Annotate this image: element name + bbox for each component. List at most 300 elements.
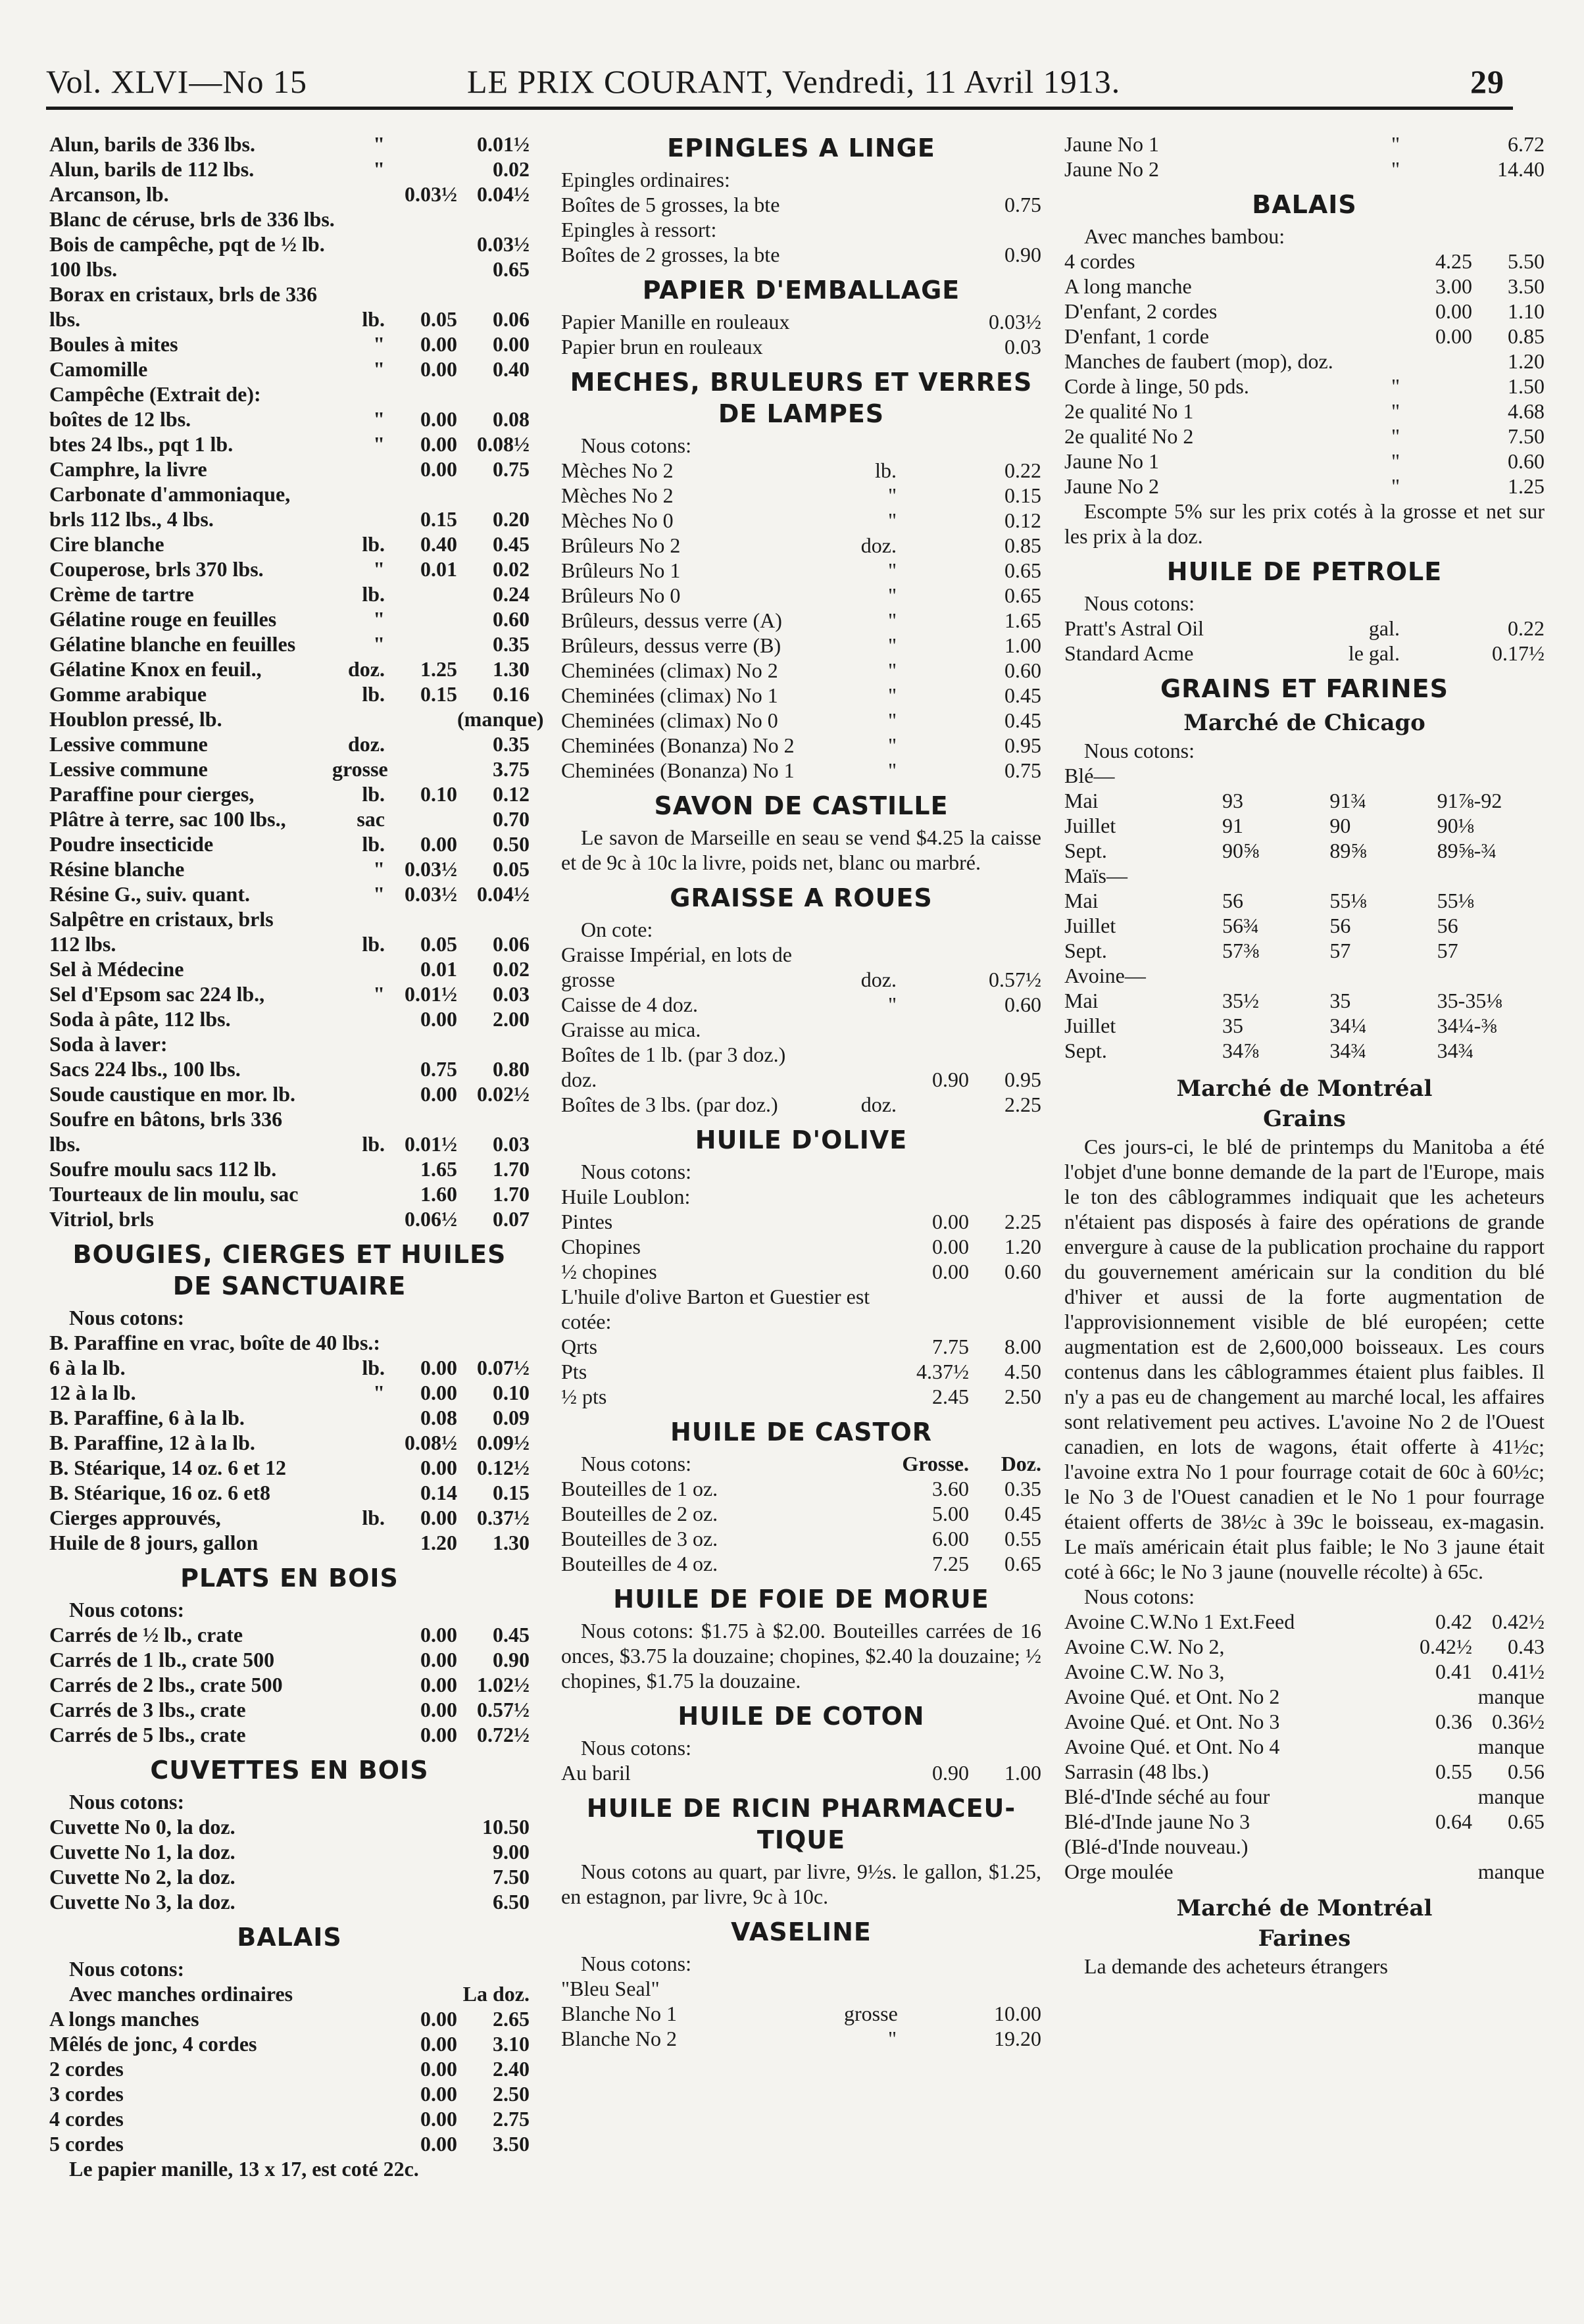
item-price-high: 0.12: [1004, 508, 1041, 532]
item-price-high: 19.20: [994, 2027, 1041, 2050]
grain-month: Blé—: [1064, 764, 1115, 787]
item-price-low: 0.01½: [405, 1132, 457, 1156]
meches-list: [561, 458, 1041, 783]
item-price-high: 0.85: [1004, 533, 1041, 557]
item-unit: ": [373, 982, 385, 1006]
item-price-high: 0.42½: [1492, 1610, 1545, 1633]
item-name: Boîtes de 3 lbs. (par doz.): [561, 1093, 778, 1116]
item-name: 5 cordes: [49, 2132, 124, 2156]
balais-subheader: [49, 1981, 530, 2006]
grain-high: 35: [1222, 1014, 1243, 1037]
item-name: L'huile d'olive Barton et Guestier est: [561, 1285, 870, 1308]
grain-row: [1064, 838, 1545, 863]
item-price-low: 0.01½: [405, 982, 457, 1006]
price-row: [49, 931, 530, 956]
item-name: Brûleurs No 0: [561, 583, 681, 607]
item-price-high: 7.50: [1508, 424, 1545, 448]
item-price-high: 0.03: [493, 982, 530, 1006]
item-unit: ": [373, 882, 385, 906]
item-price-high: 3.50: [1508, 274, 1545, 298]
price-row: [49, 132, 530, 157]
item-price-low: 0.42½: [1420, 1635, 1472, 1658]
item-name: Carrés de 1 lb., crate 500: [49, 1648, 275, 1671]
item-price-low: 0.03½: [405, 882, 457, 906]
price-row: [49, 706, 544, 731]
item-price-high: 0.75: [1004, 758, 1041, 782]
coton-list: [561, 1760, 1041, 1785]
price-row: [1064, 1834, 1545, 1859]
item-price-low: 1.25: [420, 657, 457, 681]
item-name: Poudre insecticide: [49, 832, 214, 856]
price-row: [49, 1405, 530, 1430]
item-price-low: 0.00: [420, 832, 457, 856]
item-unit: lb.: [362, 1132, 385, 1156]
item-price-low: 4.37½: [916, 1360, 969, 1383]
item-name: A longs manches: [49, 2007, 199, 2031]
item-unit: ": [887, 658, 897, 682]
item-name: 4 cordes: [49, 2107, 124, 2131]
item-name: 112 lbs.: [49, 932, 116, 956]
price-row: [561, 1476, 1041, 1501]
item-price-low: 0.00: [420, 1506, 457, 1529]
price-row: [561, 558, 1041, 583]
price-row: [49, 906, 530, 931]
item-name: Avoine Qué. et Ont. No 4: [1064, 1735, 1280, 1758]
item-unit: ": [1391, 399, 1400, 423]
item-price-low: 5.00: [932, 1502, 969, 1525]
item-price-high: 0.08½: [477, 432, 530, 456]
item-unit: ": [373, 557, 385, 581]
intro-text: On cote:: [581, 918, 653, 941]
item-name: Graisse Impérial, en lots de: [561, 943, 792, 966]
papier-list: [561, 309, 1041, 359]
page-number: 29: [1470, 63, 1504, 100]
graisse-list: [561, 942, 1041, 1117]
price-row: [49, 856, 530, 881]
item-name: Avoine C.W.No 1 Ext.Feed: [1064, 1610, 1295, 1633]
price-row: [561, 2001, 1041, 2026]
epingles-list: [561, 167, 1041, 267]
item-name: ½ chopines: [561, 1260, 657, 1283]
item-name: Avoine C.W. No 2,: [1064, 1635, 1225, 1658]
price-row: [49, 1156, 530, 1181]
grain-low: 35: [1329, 989, 1351, 1012]
price-row: [1064, 349, 1545, 374]
montreal-subtitle: Marché de Montréal: [1176, 1075, 1433, 1102]
item-price-high: 0.65: [1004, 1552, 1041, 1575]
price-row: [49, 731, 530, 756]
item-name: Blanche No 1: [561, 2002, 677, 2025]
item-price-high: 0.70: [493, 807, 530, 831]
item-price-high: manque: [1477, 1735, 1545, 1758]
price-row: [1064, 474, 1545, 499]
price-row: [561, 1976, 1041, 2001]
jaune-list: [1064, 132, 1545, 182]
item-unit: ": [887, 733, 897, 757]
section-title-meches-2: DE LAMPES: [718, 399, 885, 428]
grain-row: [1064, 988, 1545, 1013]
item-price-high: 1.30: [493, 657, 530, 681]
price-row: [1064, 399, 1545, 424]
price-row: [1064, 641, 1545, 666]
balais-sub-right: La doz.: [462, 1982, 530, 2006]
item-price-low: 0.15: [420, 507, 457, 531]
farines-text: La demande des acheteurs étrangers: [1084, 1954, 1388, 1978]
item-price-low: 0.06½: [405, 1207, 457, 1231]
item-price-high: 2.00: [493, 1007, 530, 1031]
item-price-high: 0.60: [493, 607, 530, 631]
item-name: 6 à la lb.: [49, 1356, 126, 1379]
price-row: [49, 407, 530, 432]
item-unit: lb.: [362, 532, 385, 556]
item-name: "Bleu Seal": [561, 1977, 660, 2000]
item-price-low: 0.00: [420, 2082, 457, 2106]
item-unit: doz.: [348, 732, 385, 756]
grain-low: 56: [1329, 914, 1351, 937]
price-row: [49, 1031, 530, 1056]
item-name: Qrts: [561, 1335, 598, 1358]
section-title-vaseline: VASELINE: [731, 1917, 872, 1946]
item-price-high: 0.65: [493, 257, 530, 281]
item-price-high: 0.12: [493, 782, 530, 806]
price-row: [49, 232, 530, 257]
price-row: [1064, 157, 1545, 182]
item-unit: grosse: [844, 2002, 898, 2025]
item-price-high: 2.75: [493, 2107, 530, 2131]
price-row: [49, 2006, 530, 2031]
item-price-high: 5.50: [1508, 249, 1545, 273]
item-price-high: 1.00: [1004, 633, 1041, 657]
item-unit: ": [373, 407, 385, 431]
grain-high: 57⅜: [1222, 939, 1259, 962]
price-row: [49, 581, 530, 606]
item-name: btes 24 lbs., pqt 1 lb.: [49, 432, 234, 456]
price-row: [1064, 1634, 1545, 1659]
volume-label: Vol. XLVI—No 15: [46, 63, 307, 100]
item-price-high: 0.80: [493, 1057, 530, 1081]
item-unit: lb.: [362, 932, 385, 956]
grain-row: [1064, 888, 1545, 913]
item-name: Plâtre à terre, sac 100 lbs.,: [49, 807, 286, 831]
grain-low: 34¼: [1329, 1014, 1367, 1037]
section-title-balais-bambou: BALAIS: [1252, 190, 1357, 219]
intro-text: Nous cotons:: [69, 1957, 185, 1981]
item-name: Sel à Médecine: [49, 957, 184, 981]
item-price-high: 0.35: [493, 632, 530, 656]
item-price-high: manque: [1477, 1685, 1545, 1708]
price-row: [561, 1309, 1041, 1334]
item-price-low: 0.00: [420, 357, 457, 381]
item-name: Cire blanche: [49, 532, 164, 556]
grain-row: [1064, 963, 1545, 988]
section-title-epingles: EPINGLES A LINGE: [667, 134, 935, 162]
item-name: Cuvette No 2, la doz.: [49, 1865, 235, 1889]
price-row: [49, 2131, 530, 2156]
item-name: Mèches No 0: [561, 508, 674, 532]
grain-row: [1064, 913, 1545, 938]
item-name: 12 à la lb.: [49, 1381, 136, 1404]
item-price-high: 0.75: [493, 457, 530, 481]
price-row: [49, 556, 530, 581]
intro-text: Nous cotons:: [581, 1952, 691, 1975]
price-row: [561, 1359, 1041, 1384]
price-row: [49, 257, 530, 282]
item-price-high: 1.10: [1508, 299, 1545, 323]
intro-text: Nous cotons:: [1084, 591, 1195, 615]
price-row: [1064, 1759, 1545, 1784]
item-name: Chopines: [561, 1235, 641, 1258]
item-name: Pts: [561, 1360, 587, 1383]
item-name: doz.: [561, 1068, 597, 1091]
item-price-high: 0.03½: [989, 310, 1041, 334]
item-unit: lb.: [362, 582, 385, 606]
item-unit: ": [887, 508, 897, 532]
item-price-high: 0.90: [493, 1648, 530, 1671]
grain-low: 34¾: [1329, 1039, 1367, 1062]
item-price-high: 1.20: [1508, 349, 1545, 373]
price-row: [561, 583, 1041, 608]
ricin-text: Nous cotons au quart, par livre, 9½s. le gallon, $1.25, en estagnon, par livre, 9c à 10c.: [561, 1860, 1041, 1908]
item-price-low: 3.60: [932, 1477, 969, 1500]
price-row: [561, 683, 1041, 708]
item-name: Avoine Qué. et Ont. No 3: [1064, 1710, 1280, 1733]
grain-close: 55⅛: [1437, 889, 1474, 912]
price-row: [49, 631, 530, 656]
price-row: [49, 1722, 530, 1747]
item-name: Gélatine rouge en feuilles: [49, 607, 277, 631]
chicago-table: [1064, 763, 1545, 1063]
item-price-high: 1.30: [493, 1531, 530, 1554]
item-unit: grosse: [332, 757, 388, 781]
plats-list: [49, 1622, 530, 1747]
price-row: [1064, 616, 1545, 641]
price-row: [49, 1181, 530, 1206]
item-name: Blanc de céruse, brls de 336 lbs.: [49, 207, 335, 231]
item-price-high: 0.02: [493, 957, 530, 981]
item-name: brls 112 lbs., 4 lbs.: [49, 507, 214, 531]
item-name: Cheminées (Bonanza) No 2: [561, 733, 795, 757]
item-price-high: 0.60: [1004, 993, 1041, 1016]
item-unit: ": [373, 632, 385, 656]
item-price-high: 10.50: [482, 1815, 530, 1839]
item-price-high: 3.50: [493, 2132, 530, 2156]
price-row: [49, 2081, 530, 2106]
item-price-low: 0.00: [420, 2132, 457, 2156]
item-name: Soude caustique en mor. lb.: [49, 1082, 295, 1106]
item-name: Carrés de 5 lbs., crate: [49, 1723, 246, 1746]
price-row: [561, 217, 1041, 242]
item-price-high: 0.02: [493, 157, 530, 181]
price-row: [561, 167, 1041, 192]
item-name: 3 cordes: [49, 2082, 124, 2106]
grain-month: Maïs—: [1064, 864, 1127, 887]
item-price-high: 0.08: [493, 407, 530, 431]
item-price-low: 0.00: [420, 1723, 457, 1746]
grain-row: [1064, 763, 1545, 788]
section-title-coton: HUILE DE COTON: [678, 1702, 925, 1731]
price-row: [561, 633, 1041, 658]
item-name: Jaune No 2: [1064, 474, 1159, 498]
item-name: Soda à laver:: [49, 1032, 168, 1056]
item-price-low: 0.00: [420, 457, 457, 481]
grain-row: [1064, 863, 1545, 888]
item-name: Jaune No 1: [1064, 132, 1159, 156]
castor-list: [561, 1476, 1041, 1576]
item-name: Mèches No 2: [561, 458, 674, 482]
item-unit: ": [887, 633, 897, 657]
item-name: Carrés de ½ lb., crate: [49, 1623, 243, 1646]
item-name: Carrés de 2 lbs., crate 500: [49, 1673, 283, 1696]
item-price-high: 0.50: [493, 832, 530, 856]
item-price-low: 0.00: [1435, 299, 1472, 323]
publication-title: LE PRIX COURANT, Vendredi, 11 Avril 1913.: [467, 63, 1121, 100]
item-name: Camomille: [49, 357, 148, 381]
item-name: Corde à linge, 50 pds.: [1064, 374, 1249, 398]
price-row: [561, 533, 1041, 558]
grain-low: 55⅛: [1329, 889, 1367, 912]
item-price-high: 0.09½: [477, 1431, 530, 1454]
item-name: B. Paraffine, 12 à la lb.: [49, 1431, 255, 1454]
item-name: 4 cordes: [1064, 249, 1135, 273]
grain-close: 90⅛: [1437, 814, 1474, 837]
price-row: [1064, 1734, 1545, 1759]
grain-low: 89⅝: [1329, 839, 1367, 862]
item-unit: ": [1391, 474, 1400, 498]
item-price-low: 0.05: [420, 307, 457, 331]
item-price-low: 1.60: [420, 1182, 457, 1206]
item-price-high: 0.95: [1004, 733, 1041, 757]
price-row: [49, 357, 530, 382]
grain-high: 90⅝: [1222, 839, 1259, 862]
item-name: lbs.: [49, 307, 81, 331]
item-unit: lb.: [875, 458, 897, 482]
grain-close: 89⅝-¾: [1437, 839, 1497, 862]
item-price-low: 0.00: [420, 407, 457, 431]
item-name: Borax en cristaux, brls de 336: [49, 282, 318, 306]
section-title-ricin: HUILE DE RICIN PHARMACEU-: [586, 1794, 1016, 1823]
item-name: B. Stéarique, 14 oz. 6 et 12: [49, 1456, 286, 1479]
intro-text: Nous cotons:: [581, 1736, 691, 1760]
price-row: [49, 1081, 530, 1106]
item-price-low: 0.75: [420, 1057, 457, 1081]
item-name: Alun, barils de 112 lbs.: [49, 157, 255, 181]
item-unit: ": [373, 132, 385, 156]
item-name: Avoine Qué. et Ont. No 2: [1064, 1685, 1280, 1708]
item-price-high: 2.50: [1004, 1385, 1041, 1408]
item-price-low: 0.00: [420, 1356, 457, 1379]
item-price-high: 0.57½: [477, 1698, 530, 1721]
item-unit: lb.: [362, 1356, 385, 1379]
price-row: [49, 457, 530, 482]
item-name: Camphre, la livre: [49, 457, 207, 481]
item-name: Jaune No 2: [1064, 157, 1159, 181]
item-name: Cuvette No 0, la doz.: [49, 1815, 235, 1839]
item-price-low: 0.55: [1435, 1760, 1472, 1783]
item-name: Lessive commune: [49, 732, 208, 756]
grain-row: [1064, 938, 1545, 963]
item-name: B. Paraffine, 6 à la lb.: [49, 1406, 245, 1429]
item-price-high: 0.45: [493, 1623, 530, 1646]
item-unit: ": [887, 483, 897, 507]
item-unit: ": [887, 758, 897, 782]
item-unit: ": [373, 157, 385, 181]
item-price-low: 0.00: [420, 1082, 457, 1106]
farines-subtitle: Farines: [1258, 1925, 1351, 1952]
item-price-high: 0.60: [1508, 449, 1545, 473]
item-unit: ": [887, 583, 897, 607]
item-price-high: 0.24: [493, 582, 530, 606]
grain-high: 34⅞: [1222, 1039, 1259, 1062]
price-row: [49, 656, 530, 681]
price-row: [561, 942, 1041, 967]
price-row: [561, 1067, 1041, 1092]
section-title-plats: PLATS EN BOIS: [180, 1564, 399, 1593]
item-name: B. Paraffine en vrac, boîte de 40 lbs.:: [49, 1331, 381, 1354]
item-price-low: 0.00: [420, 1648, 457, 1671]
item-price-low: 0.00: [420, 1698, 457, 1721]
item-name: D'enfant, 1 corde: [1064, 324, 1209, 348]
item-price-high: 1.65: [1004, 608, 1041, 632]
grain-high: 35½: [1222, 989, 1259, 1012]
item-price-low: 0.90: [932, 1068, 969, 1091]
item-price-low: 1.20: [420, 1531, 457, 1554]
item-price-low: 0.00: [932, 1210, 969, 1233]
item-price-low: 0.00: [420, 1381, 457, 1404]
price-row: [49, 1006, 530, 1031]
item-price-low: 0.01: [420, 957, 457, 981]
item-price-high: 0.17½: [1492, 641, 1545, 665]
price-row: [561, 1760, 1041, 1785]
item-name: Bouteilles de 4 oz.: [561, 1552, 718, 1575]
grain-high: 93: [1222, 789, 1243, 812]
section-title-meches: MECHES, BRULEURS ET VERRES: [570, 368, 1033, 397]
price-row: [49, 756, 530, 781]
item-price-high: 7.50: [493, 1865, 530, 1889]
item-price-high: 0.45: [1004, 708, 1041, 732]
price-row: [49, 157, 530, 182]
item-price-low: 0.36: [1435, 1710, 1472, 1733]
grain-month: Juillet: [1064, 1014, 1116, 1037]
item-unit: ": [1391, 374, 1400, 398]
item-unit: ": [373, 857, 385, 881]
item-name: Lessive commune: [49, 757, 208, 781]
item-price-high: 0.09: [493, 1406, 530, 1429]
price-row: [561, 334, 1041, 359]
price-row: [49, 182, 530, 207]
price-row: [561, 1184, 1041, 1209]
item-price-high: 0.75: [1004, 193, 1041, 216]
item-name: Cierges approuvés,: [49, 1506, 221, 1529]
item-name: Cheminées (climax) No 1: [561, 683, 778, 707]
item-price-high: 0.45: [1004, 1502, 1041, 1525]
item-price-high: 0.07: [493, 1207, 530, 1231]
grain-close: 56: [1437, 914, 1458, 937]
item-name: Résine G., suiv. quant.: [49, 882, 250, 906]
price-row: [561, 1092, 1041, 1117]
item-price-high: 0.65: [1004, 583, 1041, 607]
item-price-low: 0.03½: [405, 182, 457, 206]
item-price-high: 1.00: [1004, 1761, 1041, 1785]
item-name: Cheminées (climax) No 0: [561, 708, 778, 732]
item-price-high: 0.65: [1004, 558, 1041, 582]
item-name: Gélatine Knox en feuil.,: [49, 657, 262, 681]
item-unit: ": [887, 558, 897, 582]
item-name: Papier brun en rouleaux: [561, 335, 763, 358]
section-title-castor: HUILE DE CASTOR: [670, 1418, 933, 1446]
item-price-high: 0.06: [493, 307, 530, 331]
item-price-high: 0.01½: [477, 132, 530, 156]
price-row: [1064, 1709, 1545, 1734]
